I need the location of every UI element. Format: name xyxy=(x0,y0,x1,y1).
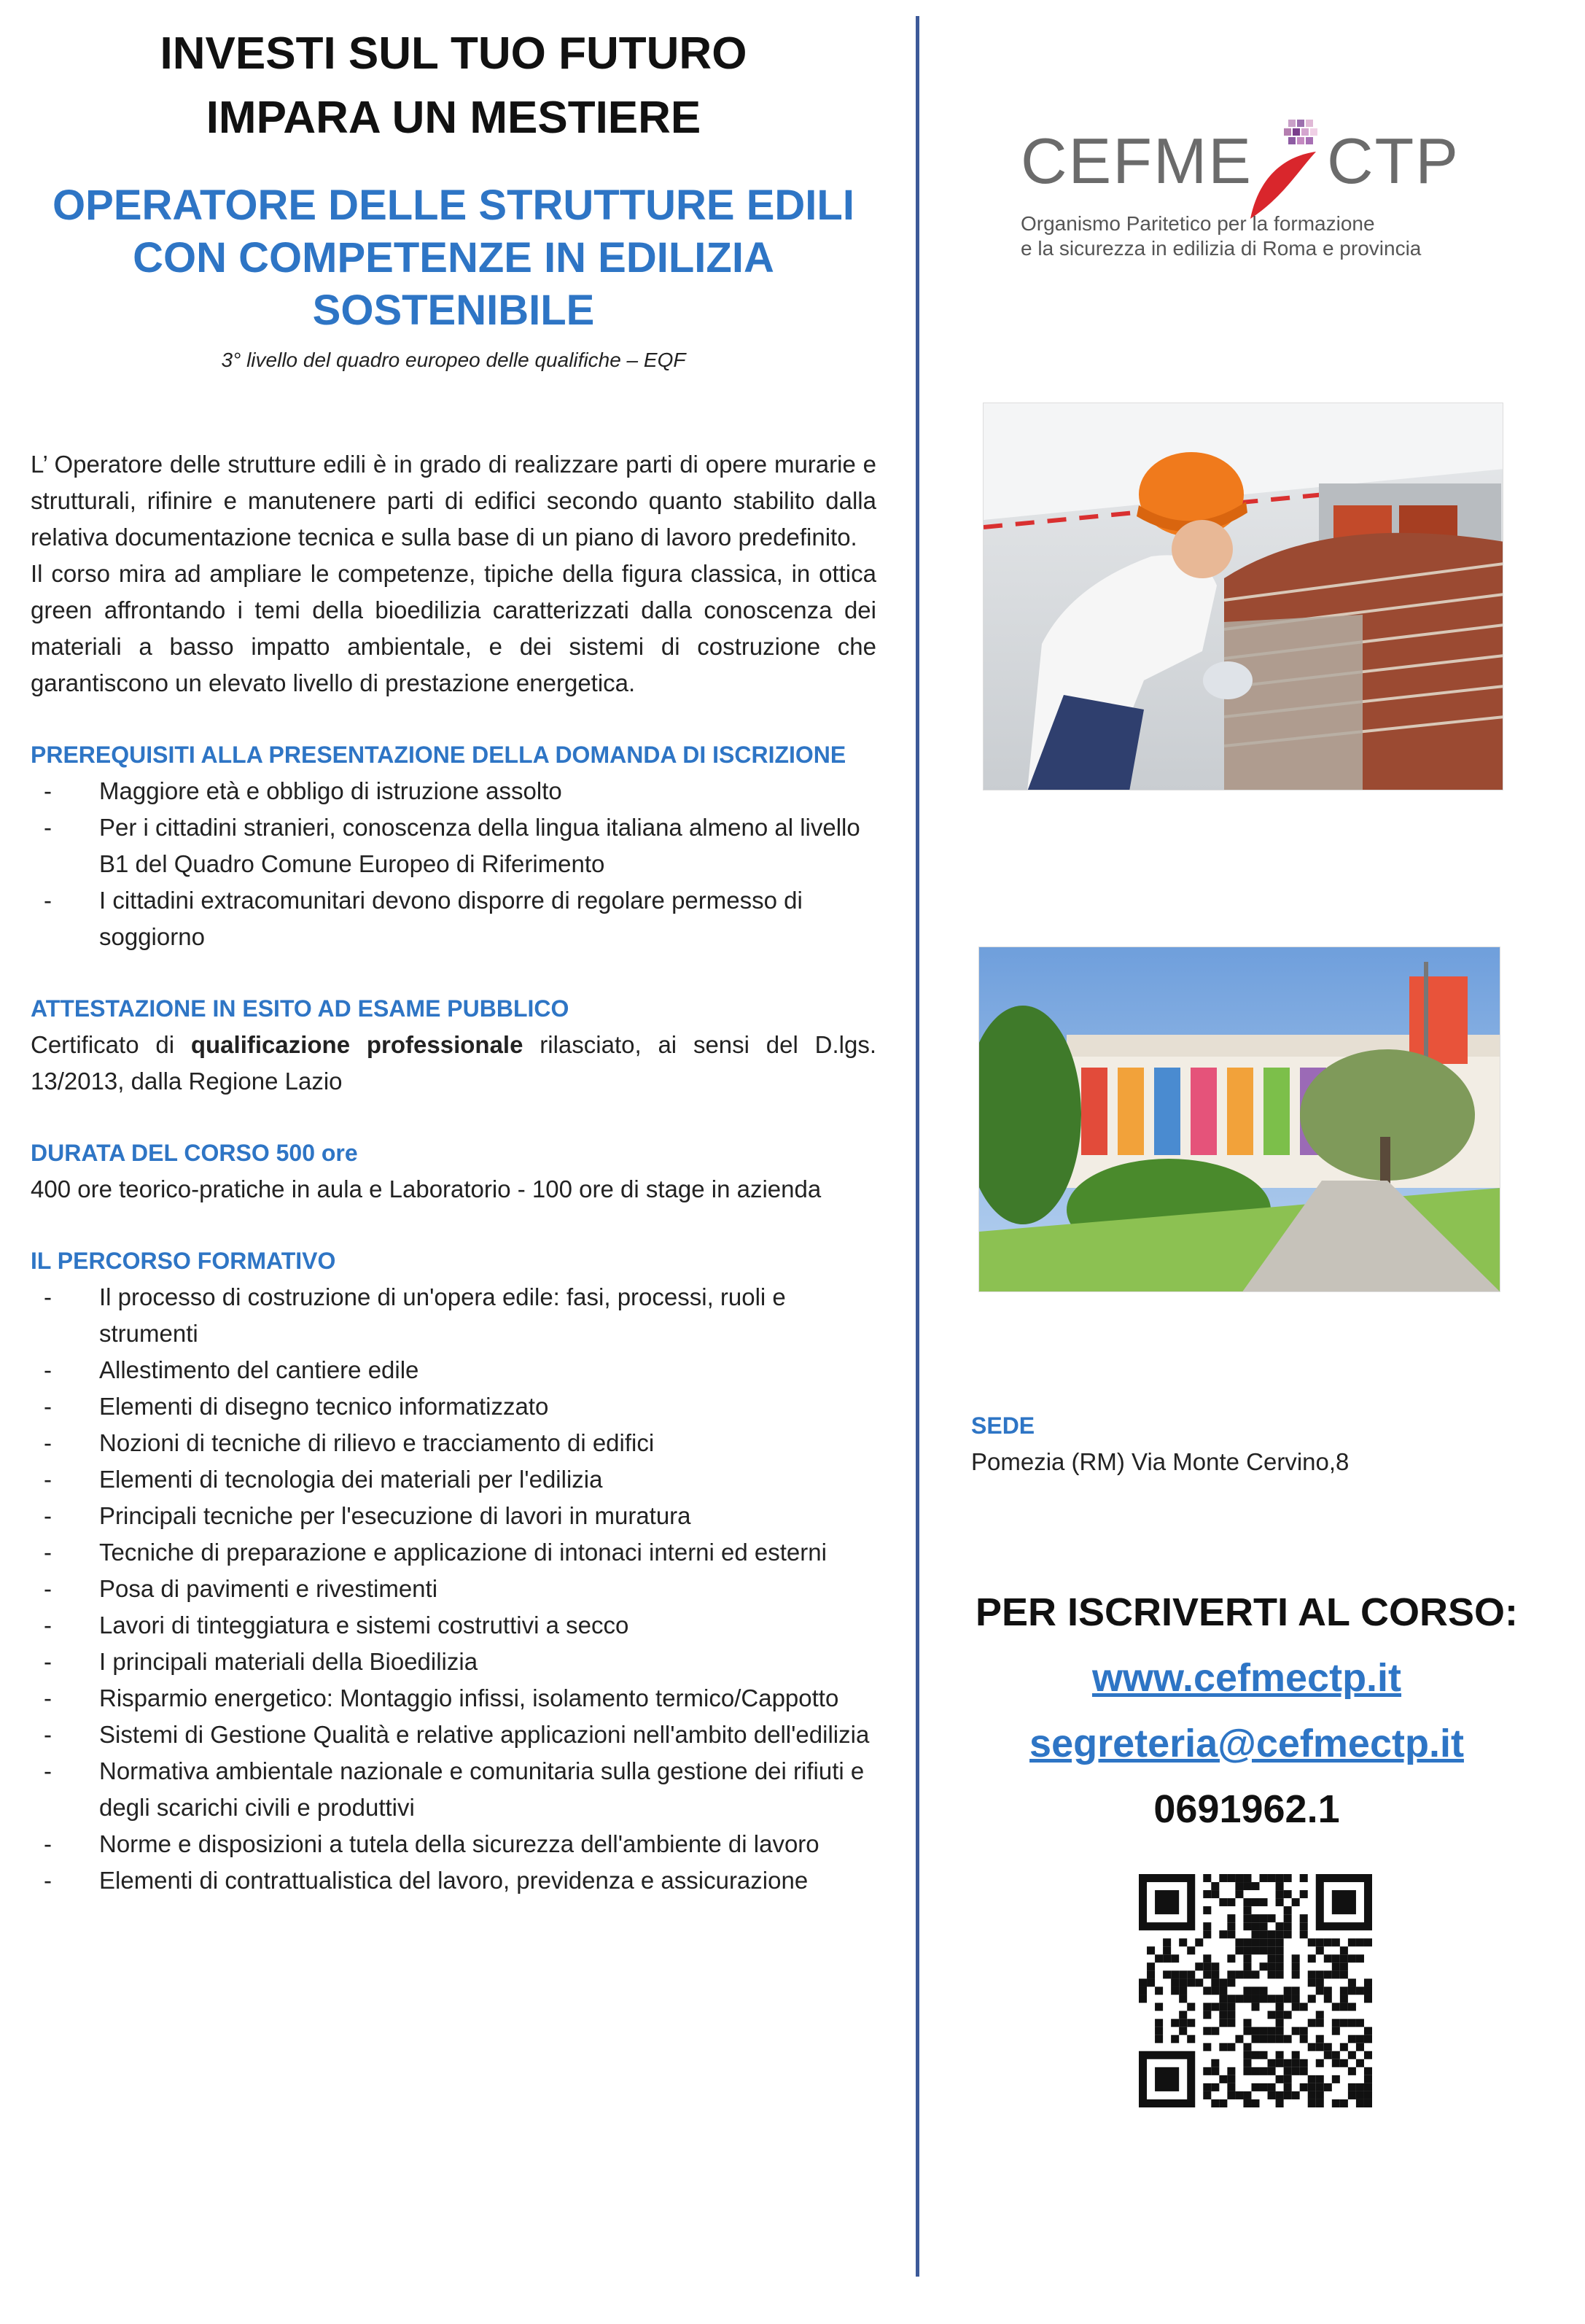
list-item: - I cittadini extracomunitari devono disporre di regolare permesso di soggiorno xyxy=(31,882,876,955)
list-item: - Elementi di disegno tecnico informatizzato xyxy=(31,1388,876,1425)
list-item: - Norme e disposizioni a tutela della sicurezza dell'ambiente di lavoro xyxy=(31,1826,876,1862)
sede-heading: SEDE xyxy=(971,1412,1035,1439)
course-title-line-1: OPERATORE DELLE STRUTTURE EDILI xyxy=(52,182,854,229)
list-item: - Tecniche di preparazione e applicazione di intonaci interni ed esterni xyxy=(31,1534,876,1571)
duration-section xyxy=(31,1135,876,1208)
prerequisites-heading: PREREQUISITI ALLA PRESENTAZIONE DELLA DOMANDA DI ISCRIZIONE xyxy=(31,742,846,768)
eqf-note: 3° livello del quadro europeo delle qualifiche – EQF xyxy=(221,349,686,371)
logo-word-1: CEFME xyxy=(1021,125,1253,197)
attestation-section xyxy=(31,990,876,1100)
phone-number: 0691962.1 xyxy=(1153,1787,1340,1831)
list-item: - Elementi di tecnologia dei materiali per l'edilizia xyxy=(31,1461,876,1498)
course-title-line-3: SOSTENIBILE xyxy=(312,287,595,334)
intro-paragraph-2: Il corso mira ad ampliare le competenze, tipiche della figura classica, in ottica green affrontando i temi della bioedilizia caratterizzati dalla conoscenza dei materiali a basso impatto ambientale, e dei sistemi di costruzione che garantiscono un elevato livello di prestazione energetica. xyxy=(31,560,876,696)
attestation-post: rilasciato, ai sensi del D.lgs. 13/2013, dalla Regione Lazio xyxy=(31,1031,876,1095)
sede-block xyxy=(971,1407,1525,1480)
building-photo xyxy=(978,947,1500,1292)
list-item: - Maggiore età e obbligo di istruzione assolto xyxy=(31,773,876,809)
list-item: - Lavori di tinteggiatura e sistemi costruttivi a secco xyxy=(31,1607,876,1644)
logo-tagline-1: Organismo Paritetico per la formazione xyxy=(1021,212,1375,235)
prerequisites-section xyxy=(31,737,876,955)
attestation-text xyxy=(31,1027,876,1100)
list-item: - Sistemi di Gestione Qualità e relative applicazioni nell'ambito dell'edilizia xyxy=(31,1717,876,1753)
list-item: - I principali materiali della Bioedilizia xyxy=(31,1644,876,1680)
list-item: - Principali tecniche per l'esecuzione di lavori in muratura xyxy=(31,1498,876,1534)
list-item: - Normativa ambientale nazionale e comunitaria sulla gestione dei rifiuti e degli scarichi civili e produttivi xyxy=(31,1753,876,1826)
attestation-bold: qualificazione professionale xyxy=(190,1031,523,1058)
course-title xyxy=(31,179,876,337)
list-item: - Allestimento del cantiere edile xyxy=(31,1352,876,1388)
duration-heading: DURATA DEL CORSO 500 ore xyxy=(31,1140,358,1166)
duration-text: 400 ore teorico-pratiche in aula e Laboratorio - 100 ore di stage in azienda xyxy=(31,1175,822,1202)
curriculum-heading: IL PERCORSO FORMATIVO xyxy=(31,1248,336,1274)
intro-paragraph-1: L’ Operatore delle strutture edili è in grado di realizzare parti di opere murarie e strutturali, rifinire e manutenere parti di edifici secondo quanto stabilito dalla relativa documentazione tecnica e sulla base di un piano di lavoro predefinito. xyxy=(31,451,876,551)
attestation-pre: Certificato di xyxy=(31,1031,191,1058)
list-item: - Il processo di costruzione di un'opera edile: fasi, processi, ruoli e strumenti xyxy=(31,1279,876,1352)
attestation-heading: ATTESTAZIONE IN ESITO AD ESAME PUBBLICO xyxy=(31,995,569,1022)
qr-code[interactable] xyxy=(1139,1874,1372,2107)
list-item: - Posa di pavimenti e rivestimenti xyxy=(31,1571,876,1607)
headline-line-1: INVESTI SUL TUO FUTURO xyxy=(160,28,747,79)
logo-word-2: CTP xyxy=(1327,125,1460,197)
logo-tagline xyxy=(1021,211,1421,261)
list-item: - Risparmio energetico: Montaggio infissi, isolamento termico/Cappotto xyxy=(31,1680,876,1717)
curriculum-list xyxy=(31,1279,876,1899)
logo-swoosh-icon xyxy=(1243,117,1323,226)
intro-text xyxy=(31,446,876,702)
email-link[interactable]: segreteria@cefmectp.it xyxy=(1029,1722,1464,1765)
bricklayer-photo xyxy=(983,403,1503,790)
website-link[interactable]: www.cefmectp.it xyxy=(1091,1656,1402,1700)
logo-tagline-2: e la sicurezza in edilizia di Roma e provincia xyxy=(1021,237,1422,260)
left-column xyxy=(31,22,876,1899)
enroll-heading: PER ISCRIVERTI AL CORSO: xyxy=(975,1590,1519,1634)
enroll-block xyxy=(948,1579,1546,1842)
list-item: - Elementi di contrattualistica del lavoro, previdenza e assicurazione xyxy=(31,1862,876,1899)
sede-address: Pomezia (RM) Via Monte Cervino,8 xyxy=(971,1448,1350,1475)
list-item: - Per i cittadini stranieri, conoscenza della lingua italiana almeno al livello B1 del Quadro Comune Europeo di Riferimento xyxy=(31,809,876,882)
list-item: - Nozioni di tecniche di rilievo e tracciamento di edifici xyxy=(31,1425,876,1461)
headline-line-2: IMPARA UN MESTIERE xyxy=(206,93,701,143)
right-column xyxy=(948,0,1560,2324)
cefme-ctp-logo xyxy=(1021,73,1458,277)
prerequisites-list xyxy=(31,773,876,955)
course-title-line-2: CON COMPETENZE IN EDILIZIA xyxy=(133,234,774,281)
column-divider xyxy=(916,16,919,2277)
curriculum-section xyxy=(31,1243,876,1899)
